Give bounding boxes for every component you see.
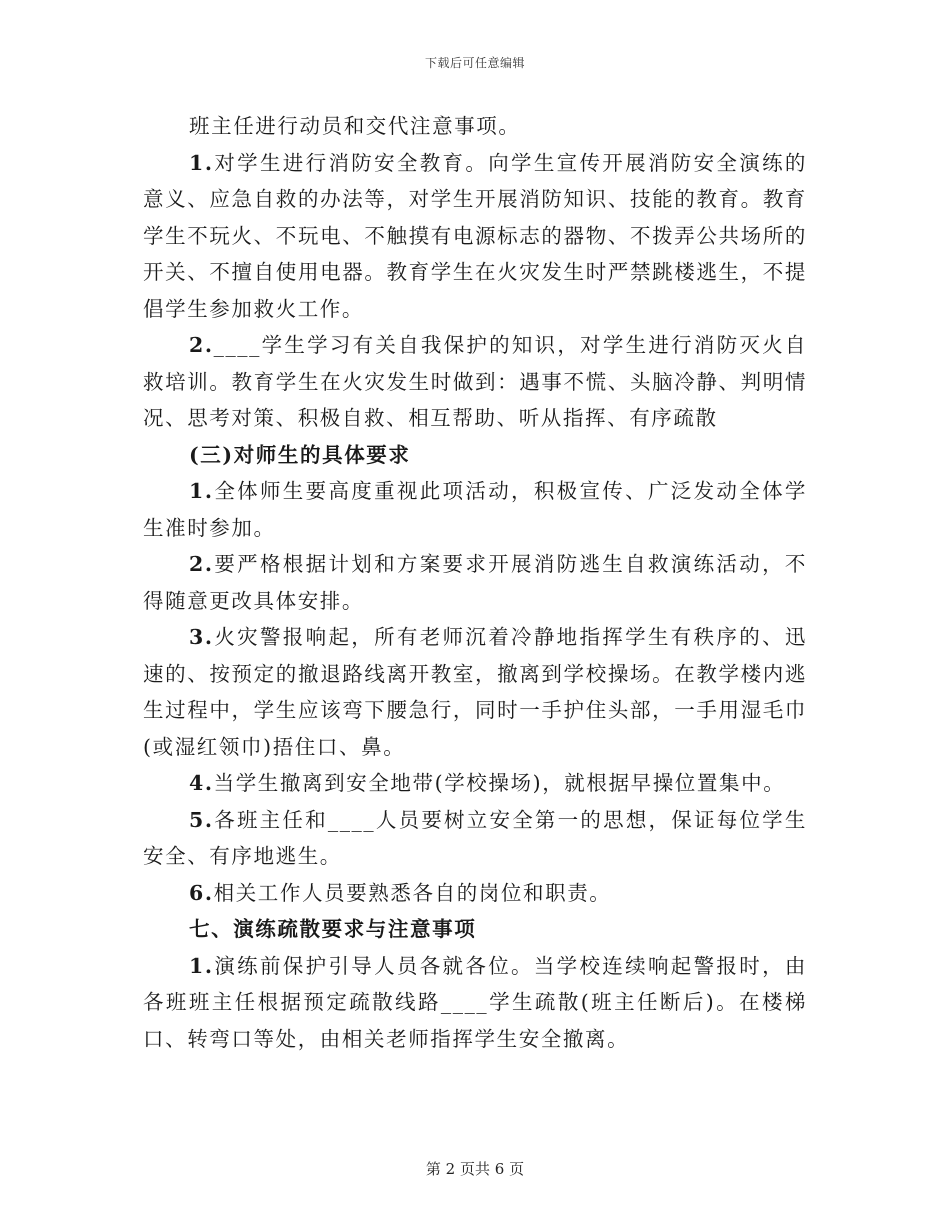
list-item	[143, 765, 807, 802]
section-heading: (三)对师生的具体要求	[189, 442, 411, 467]
list-item	[143, 802, 807, 875]
paragraph-text: 火灾警报响起，所有老师沉着冷静地指挥学生有秩序的、迅速的、按预定的撤退路线离开教室，撤离到学校操场。在教学楼内逃生过程中，学生应该弯下腰急行，同时一手护住头部，一手用湿毛巾(或湿红领巾)捂住口、鼻。	[143, 625, 807, 759]
page-footer: 第 2 页共 6 页	[425, 1160, 525, 1178]
paragraph-text: 相关工作人员要熟悉各自的岗位和职责。	[213, 880, 612, 905]
paragraph-text: 班主任进行动员和交代注意事项。	[189, 114, 521, 138]
section-heading: 七、演练疏散要求与注意事项	[189, 917, 477, 941]
page-header: 下载后可任意编辑	[424, 56, 525, 70]
item-number: 1.	[189, 150, 214, 175]
paragraph-text: 当学生撤离到安全地带(学校操场)，就根据早操位置集中。	[213, 771, 786, 795]
item-number: 1.	[189, 479, 214, 503]
document-body	[143, 108, 807, 1057]
list-item	[143, 875, 807, 912]
paragraph-text: 要严格根据计划和方案要求开展消防逃生自救演练活动，不得随意更改具体安排。	[143, 552, 807, 613]
list-item	[143, 145, 807, 328]
item-number: 4.	[189, 771, 214, 795]
item-number: 3.	[189, 625, 214, 649]
item-number: 6.	[189, 880, 214, 905]
intro-paragraph	[143, 108, 807, 145]
paragraph-text: 全体师生要高度重视此项活动，积极宣传、广泛发动全体学生准时参加。	[143, 479, 807, 540]
list-item	[143, 619, 807, 765]
list-item	[143, 948, 807, 1058]
item-number: 2.	[189, 552, 214, 576]
item-number: 2.	[189, 333, 214, 357]
paragraph-text: 对学生进行消防安全教育。向学生宣传开展消防安全演练的意义、应急自救的办法等，对学生开展消防知识、技能的教育。教育学生不玩火、不玩电、不触摸有电源标志的器物、不拨弄公共场所的开关、不擅自使用电器。教育学生在火灾发生时严禁跳楼逃生，不提倡学生参加救火工作。	[143, 150, 807, 321]
item-number: 5.	[189, 807, 214, 832]
list-item	[143, 473, 807, 546]
item-number: 1.	[189, 953, 214, 978]
paragraph-text: ____学生学习有关自我保护的知识，对学生进行消防灭火自救培训。教育学生在火灾发生时做到：遇事不慌、头脑冷静、判明情况、思考对策、积极自救、相互帮助、听从指挥、有序疏散	[143, 333, 807, 430]
list-item	[143, 327, 807, 437]
paragraph-text: 演练前保护引导人员各就各位。当学校连续响起警报时，由各班班主任根据预定疏散线路____学生疏散(班主任断后)。在楼梯口、转弯口等处，由相关老师指挥学生安全撤离。	[143, 953, 807, 1051]
list-item	[143, 546, 807, 619]
paragraph-text: 各班主任和____人员要树立安全第一的思想，保证每位学生安全、有序地逃生。	[143, 807, 807, 868]
